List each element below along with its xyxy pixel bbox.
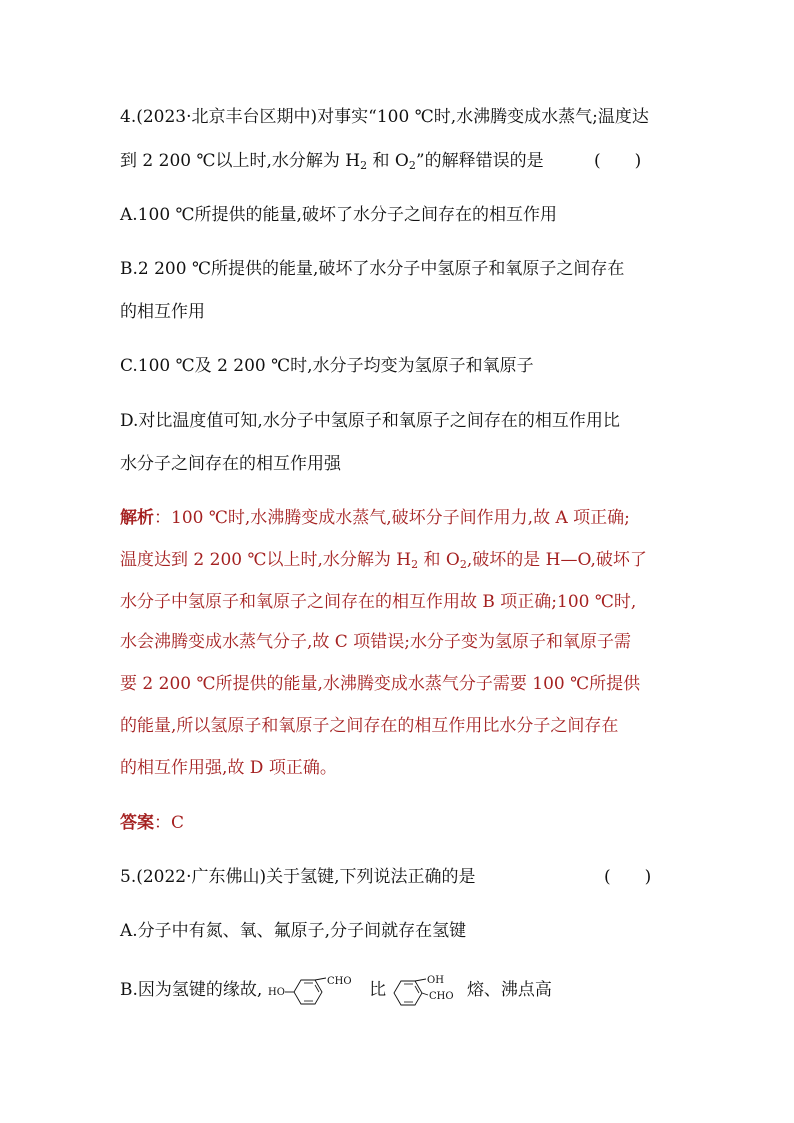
- q4-option-c: C.100 ℃及 2 200 ℃时,水分子均变为氢原子和氧原子: [120, 356, 534, 376]
- q5-stem: 5.(2022·广东佛山)关于氢键,下列说法正确的是: [120, 867, 476, 887]
- q4-option-b-line2: 的相互作用: [120, 302, 205, 322]
- answer-label: 答案: [120, 813, 154, 833]
- q4-option-d-line2: 水分子之间存在的相互作用强: [120, 454, 341, 474]
- q4-analysis-line2: 温度达到 2 200 ℃以上时,水分解为 $H_2$ 和 $O_2$,破坏的是 H—O,破坏了: [120, 550, 647, 571]
- q5-answer-blank: ( ): [604, 867, 652, 887]
- q4-analysis-line7: 的相互作用强,故 D 项正确。: [120, 758, 337, 778]
- q4-option-b-line1: B.2 200 ℃所提供的能量,破坏了水分子中氢原子和氧原子之间存在: [120, 259, 625, 279]
- q4-analysis-line6: 的能量,所以氢原子和氧原子之间存在的相互作用比水分子之间存在: [120, 716, 619, 736]
- analysis-label: 解析: [120, 508, 154, 528]
- q4-analysis-line1: 解析：100 ℃时,水沸腾变成水蒸气,破坏分子间作用力,故 A 项正确;: [120, 508, 630, 528]
- svg-text:CHO: CHO: [326, 975, 352, 987]
- q4-stem-line2: 到 2 200 ℃以上时,水分解为 $H_2$ 和 $O_2$”的解释错误的是: [120, 151, 544, 172]
- q4-stem-line1: 4.(2023·北京丰台区期中)对事实“100 ℃时,水沸腾变成水蒸气;温度达: [120, 107, 649, 127]
- q4-analysis-line4: 水会沸腾变成水蒸气分子,故 C 项错误;水分子变为氢原子和氧原子需: [120, 632, 631, 652]
- q4-analysis-line5: 要 2 200 ℃所提供的能量,水沸腾变成水蒸气分子需要 100 ℃所提供: [120, 674, 641, 694]
- svg-text:CHO: CHO: [428, 990, 454, 1002]
- q4-option-d-line1: D.对比温度值可知,水分子中氢原子和氧原子之间存在的相互作用比: [120, 411, 620, 431]
- q5-option-b: B.因为氢键的缘故, HO CHO 比 OH CHO 熔、沸点高: [120, 974, 552, 1006]
- o-hydroxybenzaldehyde-structure: [392, 975, 462, 1007]
- answer-value: ：C: [154, 813, 185, 833]
- q4-answer: [120, 810, 184, 836]
- q4-option-a: A.100 ℃所提供的能量,破坏了水分子之间存在的相互作用: [120, 205, 557, 225]
- q4-answer-blank: ( ): [594, 151, 642, 171]
- p-hydroxybenzaldehyde-structure: [268, 975, 364, 1007]
- q5-option-a: A.分子中有氮、氧、氟原子,分子间就存在氢键: [120, 921, 467, 941]
- q4-analysis-line3: 水分子中氢原子和氧原子之间存在的相互作用故 B 项正确;100 ℃时,: [120, 592, 637, 612]
- svg-text:OH: OH: [426, 974, 444, 986]
- svg-text:HO: HO: [267, 986, 285, 998]
